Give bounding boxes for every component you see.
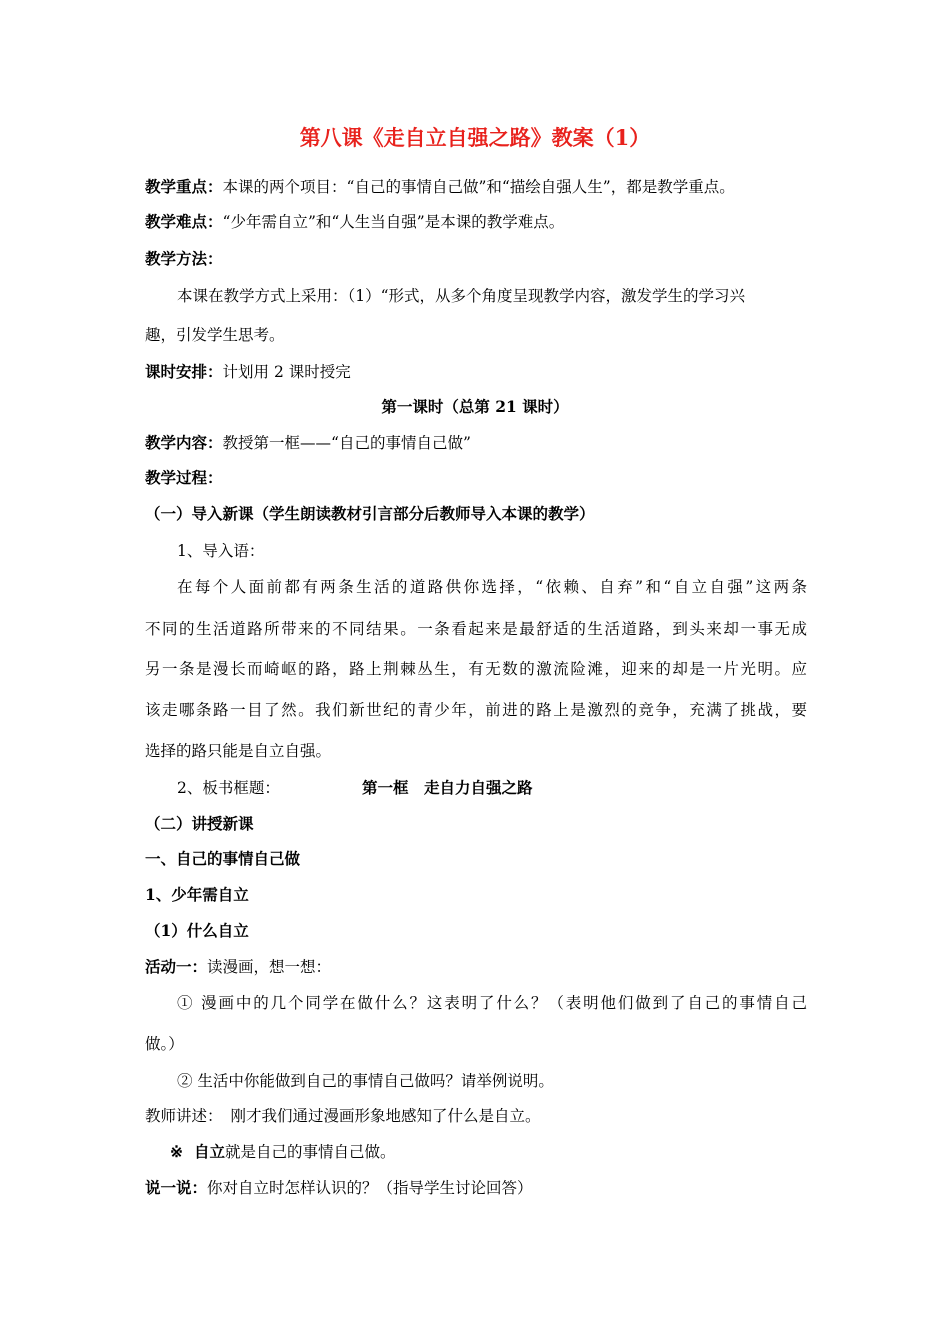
teacher-narration xyxy=(145,1105,541,1127)
board-title-label: 2、板书框题： xyxy=(177,779,280,797)
definition-term: 自立 xyxy=(193,1142,225,1161)
reference-mark-icon: ※ xyxy=(170,1142,183,1161)
lesson-schedule xyxy=(145,361,351,383)
board-title-text: 第一框 走自力自强之路 xyxy=(362,778,533,797)
teaching-difficulty-text: “少年需自立”和“人生当自强”是本课的教学难点。 xyxy=(222,213,565,231)
definition-text: 就是自己的事情自己做。 xyxy=(224,1143,396,1161)
discussion-prompt xyxy=(145,1177,533,1199)
part2-heading: （二）讲授新课 xyxy=(145,814,254,833)
definition-note xyxy=(170,1141,395,1163)
teacher-narration-label: 教师讲述： xyxy=(145,1107,223,1125)
intro-paragraph-line: 不同的生活道路所带来的不同结果。一条看起来是最舒适的生活道路，到头来却一事无成 xyxy=(145,620,807,638)
teaching-focus-text: 本课的两个项目：“自己的事情自己做”和“描绘自强人生”，都是教学重点。 xyxy=(222,178,735,196)
question-1-line-1: ① 漫画中的几个同学在做什么？这表明了什么？（表明他们做到了自己的事情自己 xyxy=(177,994,807,1012)
subsection-1-heading: 1、少年需自立 xyxy=(145,885,249,904)
teaching-difficulty-label: 教学难点： xyxy=(145,212,223,231)
teaching-difficulty xyxy=(145,211,564,233)
discussion-label: 说一说： xyxy=(145,1178,208,1197)
teaching-method-line-2: 趣，引发学生思考。 xyxy=(145,326,285,344)
document-title: 第八课《走自立自强之路》教案（1） xyxy=(299,125,651,150)
subsection-1a-heading: （1）什么自立 xyxy=(145,921,249,940)
teaching-method-label: 教学方法： xyxy=(145,249,223,268)
activity-one-text: 读漫画，想一想： xyxy=(207,958,332,976)
intro-paragraph-line: 在每个人面前都有两条生活的道路供你选择，“依赖、自弃”和“自立自强”这两条 xyxy=(177,578,807,596)
teaching-method-line-1: 本课在教学方式上采用：（1）“形式，从多个角度呈现教学内容，激发学生的学习兴 xyxy=(177,287,746,305)
teaching-focus xyxy=(145,176,735,198)
intro-paragraph-line: 另一条是漫长而崎岖的路，路上荆棘丛生，有无数的激流险滩，迎来的却是一片光明。应 xyxy=(145,660,807,678)
teaching-content xyxy=(145,432,471,454)
teaching-focus-label: 教学重点： xyxy=(145,177,223,196)
lesson-heading: 第一课时（总第 21 课时） xyxy=(381,397,569,416)
part1-heading: （一）导入新课（学生朗读教材引言部分后教师导入本课的教学） xyxy=(145,504,595,523)
section-1-heading: 一、自己的事情自己做 xyxy=(145,849,301,868)
intro-item: 1、导入语： xyxy=(177,542,265,560)
teaching-content-text: 教授第一框——“自己的事情自己做” xyxy=(222,434,471,452)
teaching-content-label: 教学内容： xyxy=(145,433,223,452)
lesson-schedule-label: 课时安排： xyxy=(145,362,223,381)
question-2: ② 生活中你能做到自己的事情自己做吗？请举例说明。 xyxy=(177,1072,554,1090)
discussion-text: 你对自立时怎样认识的？（指导学生讨论回答） xyxy=(207,1179,533,1197)
lesson-schedule-text: 计划用 2 课时授完 xyxy=(222,363,351,381)
activity-one xyxy=(145,956,331,978)
intro-paragraph-line: 该走哪条路一目了然。我们新世纪的青少年，前进的路上是激烈的竞争，充满了挑战，要 xyxy=(145,701,807,719)
teaching-process-label: 教学过程： xyxy=(145,468,223,487)
activity-one-label: 活动一： xyxy=(145,957,208,976)
teacher-narration-text: 刚才我们通过漫画形象地感知了什么是自立。 xyxy=(230,1107,541,1125)
question-1-line-2: 做。） xyxy=(145,1035,184,1053)
intro-paragraph-line: 选择的路只能是自立自强。 xyxy=(145,742,332,760)
